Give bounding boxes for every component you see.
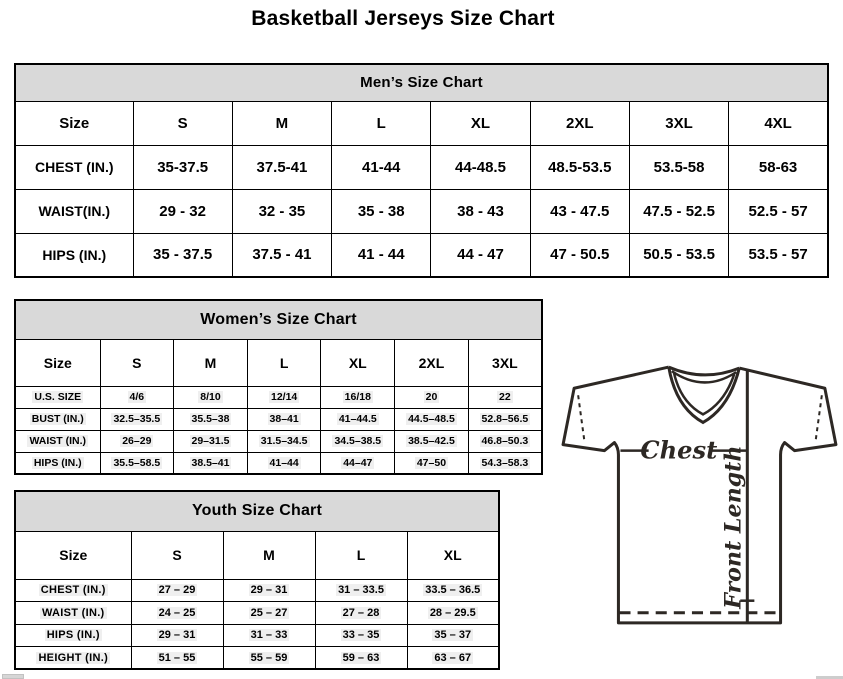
size-value-cell: 35 - 38 [332, 189, 431, 233]
cell-text: 34.5–38.5 [334, 435, 382, 447]
cell-text: 38.5–42.5 [408, 435, 455, 447]
size-value-cell [321, 430, 395, 452]
row-label [15, 602, 131, 625]
size-value-cell [315, 579, 407, 602]
column-header: M [232, 101, 331, 145]
size-value-cell: 41-44 [332, 145, 431, 189]
column-header: Size [15, 531, 131, 579]
cell-text: 16/18 [344, 391, 371, 403]
table-row [15, 647, 499, 670]
cell-text: 26–29 [122, 435, 152, 447]
table-row [15, 408, 542, 430]
column-header: 3XL [468, 339, 542, 386]
size-value-cell [131, 624, 223, 647]
column-header: S [100, 339, 174, 386]
size-value-cell: 35 - 37.5 [133, 233, 232, 277]
size-value-cell [321, 452, 395, 474]
size-value-cell: 48.5-53.5 [530, 145, 629, 189]
size-value-cell [468, 452, 542, 474]
cell-text: WAIST (IN.) [29, 435, 87, 447]
size-value-cell [395, 452, 469, 474]
column-header: S [131, 531, 223, 579]
cell-text: 25 – 27 [250, 606, 288, 619]
size-value-cell [174, 386, 248, 408]
column-header: 2XL [530, 101, 629, 145]
size-value-cell [174, 408, 248, 430]
table-row [15, 579, 499, 602]
table-row [15, 189, 828, 233]
cell-text: 35.5–38 [191, 413, 230, 425]
size-value-cell: 38 - 43 [431, 189, 530, 233]
size-value-cell [407, 602, 499, 625]
size-value-cell [407, 647, 499, 670]
size-value-cell [468, 386, 542, 408]
cell-text: WAIST (IN.) [41, 606, 105, 619]
cell-text: 31.5–34.5 [260, 435, 308, 447]
size-value-cell: 52.5 - 57 [729, 189, 828, 233]
front-length-label: Front Length [720, 445, 747, 609]
column-header: L [332, 101, 431, 145]
size-value-cell: 37.5-41 [232, 145, 331, 189]
cell-text: 54.3–58.3 [481, 456, 529, 469]
size-value-cell [468, 408, 542, 430]
size-value-cell [247, 430, 321, 452]
cell-text: 33.5 – 36.5 [425, 584, 481, 597]
size-value-cell [395, 408, 469, 430]
size-value-cell [100, 430, 174, 452]
cell-text: 41–44 [269, 456, 299, 469]
page-title: Basketball Jerseys Size Chart [251, 7, 555, 30]
cell-text: 32.5–35.5 [113, 413, 161, 425]
cell-text: 44.5–48.5 [408, 413, 455, 425]
table-row [15, 145, 828, 189]
cell-text: 59 – 63 [342, 651, 380, 664]
size-value-cell: 29 - 32 [133, 189, 232, 233]
column-header: M [174, 339, 248, 386]
size-value-cell [315, 647, 407, 670]
column-header: Size [15, 339, 100, 386]
size-value-cell [100, 386, 174, 408]
size-value-cell [174, 452, 248, 474]
column-header: XL [321, 339, 395, 386]
size-value-cell [223, 602, 315, 625]
cell-text: 31 – 33 [250, 629, 288, 642]
size-value-cell [321, 386, 395, 408]
column-header: L [315, 531, 407, 579]
size-value-cell: 44 - 47 [431, 233, 530, 277]
table-row [15, 602, 499, 625]
size-value-cell [223, 579, 315, 602]
column-header: 2XL [395, 339, 469, 386]
table-row [15, 430, 542, 452]
womens-size-table [14, 299, 543, 475]
cell-text: 51 – 55 [158, 651, 196, 664]
cell-text: CHEST (IN.) [40, 584, 106, 597]
table-row [15, 233, 828, 277]
column-header: 3XL [629, 101, 728, 145]
size-value-cell: 44-48.5 [431, 145, 530, 189]
cell-text: 46.8–50.3 [481, 435, 529, 447]
cell-text: 31 – 33.5 [338, 584, 384, 597]
size-value-cell [395, 386, 469, 408]
cell-text: BUST (IN.) [31, 413, 84, 425]
size-value-cell: 47.5 - 52.5 [629, 189, 728, 233]
size-value-cell [407, 624, 499, 647]
size-value-cell [247, 386, 321, 408]
size-value-cell [174, 430, 248, 452]
cell-text: 24 – 25 [158, 606, 196, 619]
size-value-cell [223, 647, 315, 670]
jersey-diagram-svg [556, 353, 843, 647]
size-value-cell [100, 408, 174, 430]
cell-text: 44–47 [343, 456, 373, 469]
row-label: CHEST (IN.) [15, 145, 133, 189]
right-sleeve-seam-dashed [816, 395, 822, 439]
cell-text: U.S. SIZE [34, 391, 82, 403]
table-row [15, 386, 542, 408]
cell-text: 20 [425, 391, 438, 403]
size-value-cell [321, 408, 395, 430]
row-label [15, 408, 100, 430]
size-value-cell [100, 452, 174, 474]
size-value-cell [407, 579, 499, 602]
cell-text: 35.5–58.5 [113, 456, 161, 469]
row-label [15, 624, 131, 647]
mens-chart-caption: Men’s Size Chart [15, 64, 828, 101]
size-value-cell: 35-37.5 [133, 145, 232, 189]
womens-chart-caption: Women’s Size Chart [15, 300, 542, 339]
size-value-cell: 47 - 50.5 [530, 233, 629, 277]
size-value-cell [223, 624, 315, 647]
cell-text: 29–31.5 [191, 435, 230, 447]
row-label: WAIST(IN.) [15, 189, 133, 233]
column-header: M [223, 531, 315, 579]
chest-label: Chest [640, 435, 718, 465]
mens-size-table [14, 63, 829, 278]
size-value-cell: 58-63 [729, 145, 828, 189]
size-value-cell [247, 452, 321, 474]
cell-text: 38–41 [269, 413, 299, 425]
cell-text: HEIGHT (IN.) [38, 651, 109, 664]
cell-text: 4/6 [129, 391, 145, 403]
size-value-cell [315, 624, 407, 647]
cell-text: 38.5–41 [191, 456, 230, 469]
cell-text: 33 – 35 [342, 629, 380, 642]
cell-text: 27 – 28 [342, 606, 380, 619]
jersey-outline [563, 367, 836, 623]
column-header: XL [407, 531, 499, 579]
cell-text: 41–44.5 [338, 413, 377, 425]
row-label [15, 386, 100, 408]
size-value-cell [395, 430, 469, 452]
jersey-measurement-diagram [556, 353, 843, 647]
size-value-cell [468, 430, 542, 452]
size-value-cell [131, 647, 223, 670]
size-value-cell: 53.5-58 [629, 145, 728, 189]
cell-text: 12/14 [271, 391, 298, 403]
size-value-cell: 50.5 - 53.5 [629, 233, 728, 277]
collar-back-arc [669, 367, 739, 375]
cell-text: 63 – 67 [434, 651, 472, 664]
cell-text: 28 – 29.5 [429, 606, 476, 619]
cell-text: 47–50 [416, 456, 447, 469]
row-label: HIPS (IN.) [15, 233, 133, 277]
column-header: L [247, 339, 321, 386]
size-value-cell: 41 - 44 [332, 233, 431, 277]
size-value-cell: 37.5 - 41 [232, 233, 331, 277]
size-value-cell: 32 - 35 [232, 189, 331, 233]
cell-text: HIPS (IN.) [33, 456, 82, 469]
left-sleeve-seam-dashed [578, 395, 584, 439]
youth-size-table [14, 490, 500, 670]
row-label [15, 579, 131, 602]
column-header: XL [431, 101, 530, 145]
cell-text: 22 [499, 391, 511, 403]
cell-text: 55 – 59 [250, 651, 288, 664]
table-row [15, 452, 542, 474]
column-header: S [133, 101, 232, 145]
size-value-cell: 53.5 - 57 [729, 233, 828, 277]
column-header: Size [15, 101, 133, 145]
row-label [15, 430, 100, 452]
cell-text: 29 – 31 [250, 584, 288, 597]
scrollbar-fragment-left[interactable] [2, 674, 24, 679]
size-value-cell [247, 408, 321, 430]
cell-text: 29 – 31 [158, 629, 196, 642]
table-row [15, 624, 499, 647]
cell-text: 52.8–56.5 [481, 413, 529, 425]
size-value-cell [131, 579, 223, 602]
column-header: 4XL [729, 101, 828, 145]
size-value-cell [131, 602, 223, 625]
size-value-cell [315, 602, 407, 625]
size-value-cell: 43 - 47.5 [530, 189, 629, 233]
cell-text: HIPS (IN.) [46, 629, 100, 642]
cell-text: 27 – 29 [158, 584, 196, 597]
row-label [15, 647, 131, 670]
youth-chart-caption: Youth Size Chart [15, 491, 499, 531]
row-label [15, 452, 100, 474]
cell-text: 35 – 37 [434, 629, 472, 642]
cell-text: 8/10 [200, 391, 221, 403]
